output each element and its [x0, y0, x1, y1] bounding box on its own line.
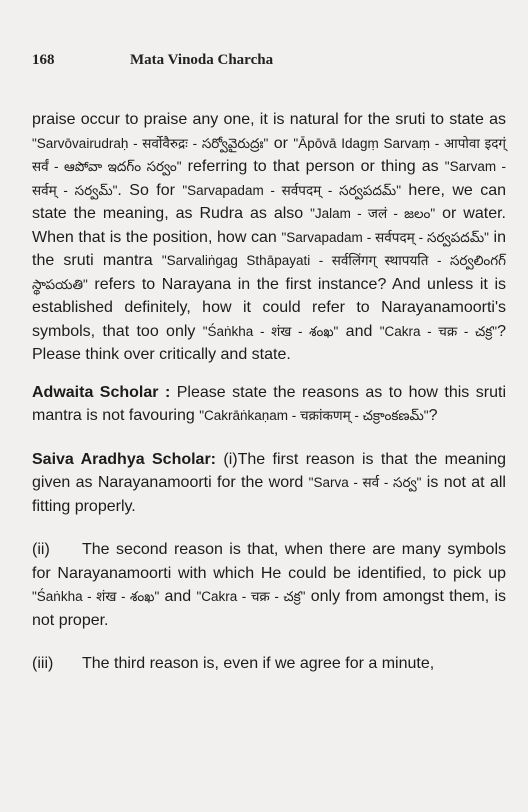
text-run: Please state the reasons as to how this sruti mantra is not favouring [32, 383, 507, 424]
page-number: 168 [32, 52, 55, 68]
quoted-term: "Śaṅkha - शंख - శంఖ" [32, 589, 160, 604]
page-body [32, 108, 506, 696]
paragraph-1 [32, 108, 506, 367]
text-run: or [268, 134, 294, 152]
text-run: or water. When that is the position, how can [32, 205, 506, 246]
text-run: referring to that person or thing as [181, 158, 445, 175]
text-run: praise occur to praise any one, it is natural for the sruti to state as [32, 111, 506, 128]
running-title: Mata Vinoda Charcha [130, 52, 274, 68]
quoted-term: "Sarvapadam - सर्वपदम् - సర్వపదమ్" [281, 229, 489, 245]
text-run: refers to Narayana in the first instance? And unless it is established definitely, how it could refer to Narayanamoorti's symbols, that too only [32, 275, 506, 340]
list-number: (iii) [32, 655, 54, 672]
text-run: here, we can state the meaning, as Rudra as also [32, 181, 506, 222]
quoted-term: "Cakra - चक्र - చక్ర" [196, 589, 306, 604]
quoted-term: "Jalam - जलं - జలం" [310, 206, 436, 221]
quoted-term: "Sarva - सर्व - సర్వ" [308, 475, 422, 490]
text-run: is not at all fitting properly. [32, 474, 506, 515]
quoted-term: "Sarvaliṅgag Sthāpayati - सर्वलिंगग् स्थापयति - సర్వలింగగ్ స్థాపయతి" [32, 253, 506, 292]
quoted-term: "Cakrāṅkaṇam - चक्रांकणम् - చక్రాంకణమ్" [199, 408, 429, 423]
text-run: only from amongst them, is not proper. [32, 588, 506, 629]
paragraph-2 [32, 381, 506, 428]
text-run: ? Please think over critically and state. [32, 322, 506, 363]
page-header [32, 52, 508, 69]
quoted-term: "Sarvam - सर्वम् - సర్వమ్" [32, 159, 506, 198]
quoted-term: "Sarvōvairudraḥ - सर्वोवैरुद्रः - సర్వోవైరుద్రః" [32, 135, 269, 151]
quoted-term: "Śaṅkha - शंख - శంఖ" [202, 323, 339, 339]
text-run: The third reason is, even if we agree for a minute, [82, 655, 435, 672]
speaker-label: Adwaita Scholar : [32, 383, 171, 401]
text-run: in the sruti mantra [32, 228, 507, 269]
paragraph-3 [32, 448, 506, 519]
text-run: ? [428, 407, 438, 424]
quoted-term: "Āpōvā Idagṃ Sarvaṃ - आपोवा इदग्ं सर्वं - ఆపోవా ఇదగ్ం సర్వం" [32, 135, 507, 174]
text-run: . So for [117, 181, 183, 199]
text-run: and [159, 588, 197, 605]
list-number: (ii) [32, 541, 50, 558]
text-run: and [338, 322, 380, 340]
quoted-term: "Sarvapadam - सर्वपदम् - సర్వపదమ్" [182, 182, 402, 198]
paragraph-5 [32, 652, 506, 676]
paragraph-4 [32, 538, 506, 632]
quoted-term: "Cakra - चक्र - చక్ర" [379, 323, 498, 339]
text-run: The second reason is that, when there are many symbols for Narayanamoorti with which He could be identified, to pick up [32, 541, 506, 582]
speaker-label: Saiva Aradhya Scholar: [32, 450, 217, 468]
text-run: (i)The first reason is that the meaning given as Narayanamoorti for the word [32, 450, 506, 491]
